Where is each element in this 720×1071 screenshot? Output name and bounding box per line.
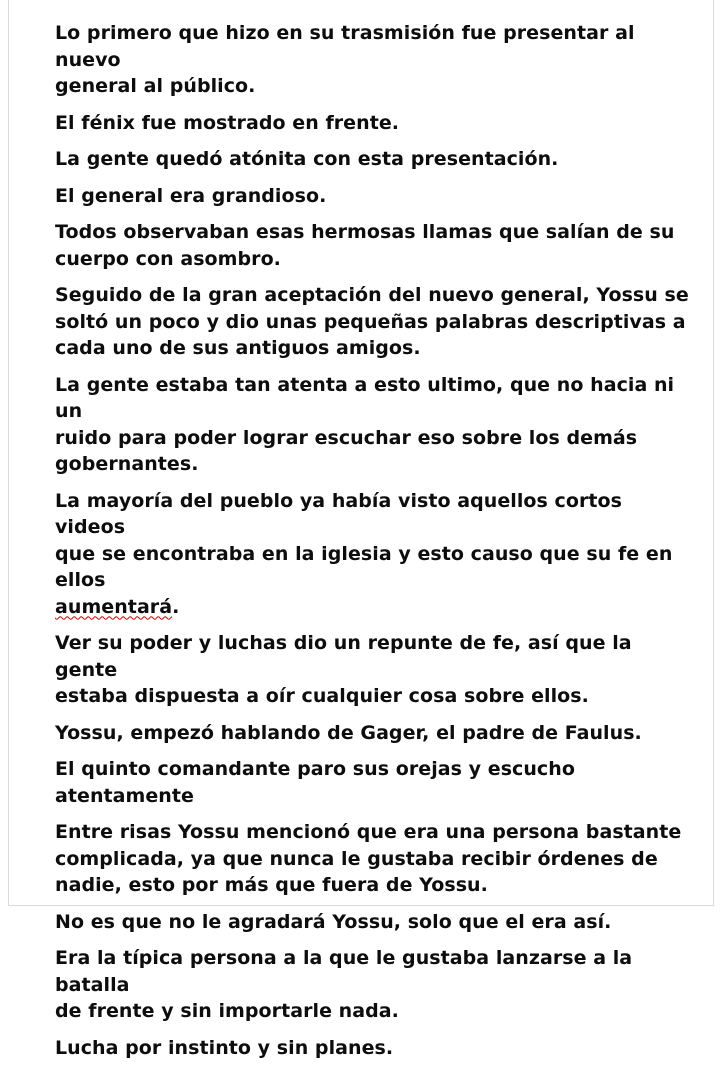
paragraph-text: Yossu, empezó hablando de Gager, el padre de Faulus. (55, 721, 642, 744)
paragraph-6 (55, 282, 695, 362)
paragraph-text: Todos observaban esas hermosas llamas que salían de su cuerpo con asombro. (55, 221, 675, 270)
document-page (8, 0, 714, 1059)
paragraph-text: El quinto comandante paro sus orejas y escucho atentamente (55, 758, 575, 807)
paragraph-text: No es que no le agradará Yossu, solo que el era así. (55, 910, 612, 933)
paragraph-4 (55, 183, 695, 210)
paragraph-text: Lucha por instinto y sin planes. (55, 1036, 394, 1059)
paragraph-14 (55, 945, 695, 1025)
paragraph-11 (55, 756, 695, 809)
paragraph-8 (55, 488, 695, 621)
paragraph-12 (55, 819, 695, 899)
document-body[interactable] (55, 20, 695, 1071)
paragraph-1 (55, 20, 695, 100)
paragraph-9 (55, 630, 695, 710)
paragraph-text: El general era grandioso. (55, 184, 327, 207)
paragraph-5 (55, 219, 695, 272)
paragraph-text: El fénix fue mostrado en frente. (55, 111, 400, 134)
paragraph-text: Lo primero que hizo en su trasmisión fue presentar al nuevo general al público. (55, 22, 635, 97)
paragraph-text: Ver su poder y luchas dio un repunte de fe, así que la gente estaba dispuesta a oír cualquier cosa sobre ellos. (55, 632, 632, 707)
paragraph-text: La gente estaba tan atenta a esto ultimo, que no hacia ni un ruido para poder lograr escuchar eso sobre los demás gobernantes. (55, 373, 675, 475)
paragraph-7 (55, 372, 695, 478)
spellcheck-flagged-word[interactable]: aumentará (55, 595, 173, 618)
paragraph-10 (55, 720, 695, 747)
paragraph-text: Seguido de la gran aceptación del nuevo general, Yossu se soltó un poco y dio unas pequeñas palabras descriptivas a cada uno de sus antiguos amigos. (55, 284, 689, 359)
paragraph-text: Era la típica persona a la que le gustaba lanzarse a la batalla de frente y sin importarle nada. (55, 947, 633, 1022)
paragraph-13 (55, 909, 695, 936)
paragraph-text: La gente quedó atónita con esta presentación. (55, 148, 559, 170)
paragraph-text: Entre risas Yossu mencionó que era una persona bastante complicada, ya que nunca le gustaba recibir órdenes de nadie, esto por más que fuera de Yossu. (55, 821, 682, 896)
paragraph-15 (55, 1035, 695, 1062)
paragraph-2 (55, 110, 695, 137)
paragraph-text: . (172, 595, 180, 618)
paragraph-text: La mayoría del pueblo ya había visto aquellos cortos videos que se encontraba en la iglesia y esto causo que su fe en ellos (55, 489, 673, 591)
paragraph-3 (55, 146, 695, 173)
